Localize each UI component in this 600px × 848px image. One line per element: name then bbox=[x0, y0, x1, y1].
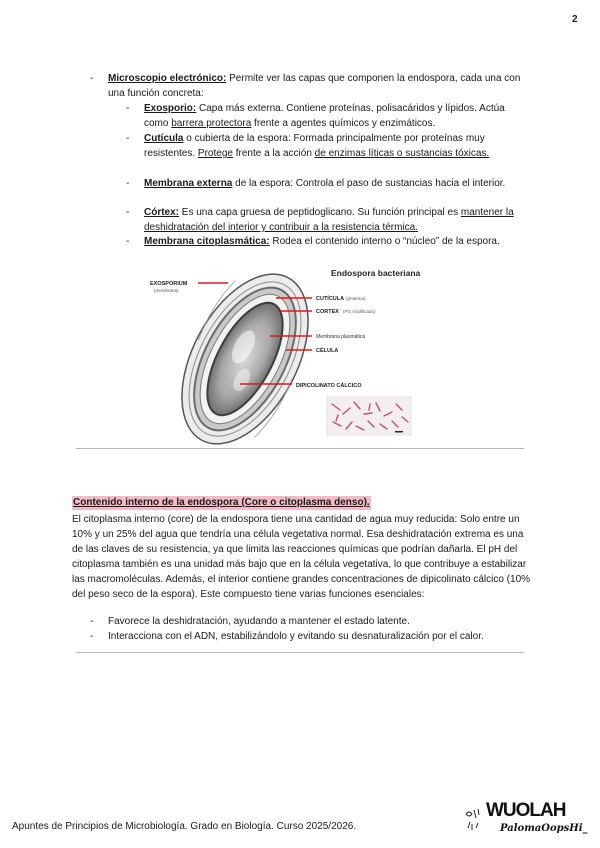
em-bullet bbox=[90, 71, 528, 101]
label-cortex-sub: (PG modificado) bbox=[343, 309, 376, 314]
author-handle: PalomaOopsHi_ bbox=[500, 823, 588, 834]
layer-name: Exosporio: bbox=[144, 103, 197, 114]
layer-name: Membrana externa bbox=[144, 178, 233, 189]
label-cortex: CORTEX bbox=[316, 309, 339, 315]
endospore-figure bbox=[140, 264, 440, 446]
dash: - bbox=[90, 73, 94, 84]
layer-name: Cutícula bbox=[144, 133, 184, 144]
layer-cortex: - Córtex: Es una capa gruesa de peptidoglicano. Su función principal es mantener la deshidratación del interior y contribuir a la resistencia térmica. bbox=[126, 207, 514, 233]
label-exosporium-sub: (membrana) bbox=[154, 288, 179, 293]
layer-cuticula: - Cutícula o cubierta de la espora: Formada principalmente por proteínas muy resistentes. Protege frente a la acción de enzimas líticas o sustancias tóxicas. bbox=[126, 133, 490, 159]
spore-image bbox=[156, 264, 334, 446]
em-heading: Microscopio electrónico: bbox=[108, 73, 227, 84]
footer-text: Apuntes de Principios de Microbiología. Grado en Biología. Curso 2025/2026. bbox=[12, 821, 357, 832]
divider bbox=[76, 652, 524, 653]
micrograph-inset bbox=[327, 397, 411, 435]
core-bullet: - Favorece la deshidratación, ayudando a mantener el estado latente. bbox=[90, 616, 410, 627]
page-number: 2 bbox=[572, 14, 578, 25]
label-dipicolinato: DIPICOLINATO CÁLCICO bbox=[296, 383, 362, 389]
layer-exosporio: - Exosporio: Capa más externa. Contiene proteínas, polisacáridos y lípidos. Actúa como barrera protectora frente a agentes químicos y enzimáticos. bbox=[126, 103, 505, 129]
label-membrana: Membrana plasmática bbox=[316, 334, 366, 340]
core-bullet: - Interacciona con el ADN, estabilizándolo y evitando su desnaturalización por el calor. bbox=[90, 631, 484, 642]
label-cuticula: CUTÍCULA bbox=[316, 296, 345, 302]
em-text: Permite ver las capas que componen la endospora, cada una con una función concreta: bbox=[108, 73, 521, 99]
layer-membrana-externa: - Membrana externa de la espora: Controla el paso de sustancias hacia el interior. bbox=[126, 178, 506, 189]
divider bbox=[76, 448, 524, 449]
core-title: Contenido interno de la endospora (Core o citoplasma denso). bbox=[73, 497, 370, 508]
layer-name: Membrana citoplasmática: bbox=[144, 236, 270, 247]
layer-membrana-citoplasmatica: - Membrana citoplasmática: Rodea el contenido interno o “núcleo” de la espora. bbox=[126, 236, 500, 247]
wuolah-logo: WUOLAH bbox=[486, 800, 566, 821]
label-celula: CÉLULA bbox=[316, 348, 339, 354]
layer-name: Córtex: bbox=[144, 207, 180, 218]
doodle-icon bbox=[462, 806, 488, 836]
label-cuticula-sub: (proteína) bbox=[346, 296, 366, 301]
label-exosporium: EXOSPORIUM bbox=[150, 281, 188, 287]
figure-title: Endospora bacteriana bbox=[331, 268, 421, 278]
core-paragraph: El citoplasma interno (core) de la endospora tiene una cantidad de agua muy reducida: Solo entre un 10% y un 25% del agua que tendría una célula vegetativa normal. Esa deshidratación extrema es una de las claves de su resistencia, ya que limita las reacciones químicas que podrían dañarla. El pH del citoplasma también es una unidad más bajo que en la célula vegetativa, lo que contribuye a estabilizar las macromoléculas. Además, el interior contiene grandes concentraciones de dipicolinato cálcico (10% del peso seco de la espora). Este compuesto tiene varias funciones esenciales: bbox=[72, 514, 531, 600]
